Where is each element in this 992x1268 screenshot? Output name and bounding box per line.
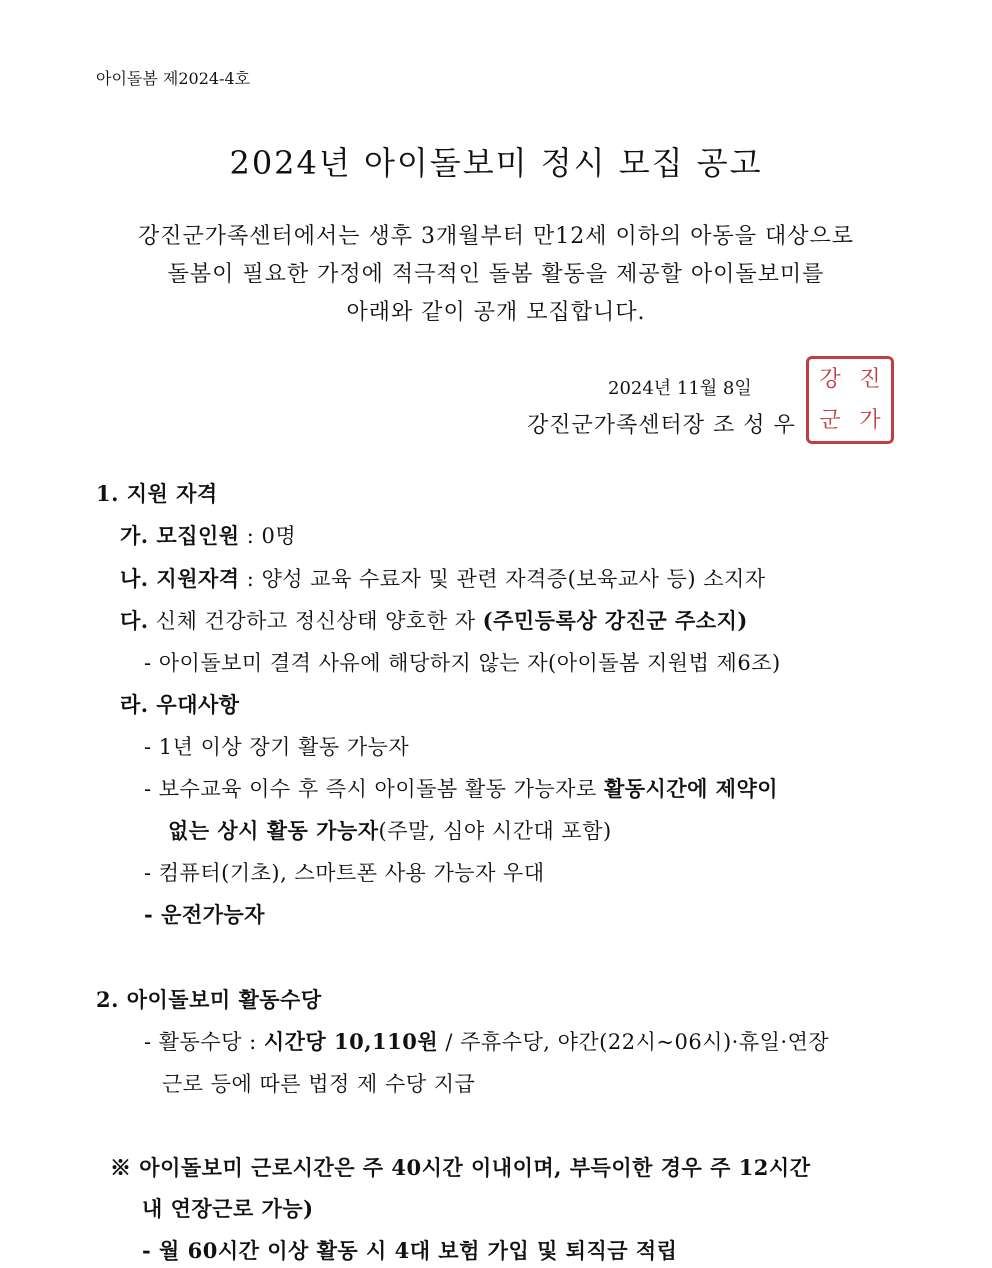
qualification-item	[120, 563, 766, 593]
intro-line-3: 아래와 같이 공개 모집합니다.	[346, 300, 646, 325]
signer-name: 강진군가족센터장 조 성 우	[527, 413, 796, 438]
page-title: 2024년 아이돌보미 정시 모집 공고	[229, 144, 763, 182]
recruit-count-label: 가. 모집인원	[120, 523, 240, 548]
seal-char: 진	[859, 366, 881, 392]
seal-char: 가	[859, 407, 881, 433]
allowance-line-1	[144, 1026, 829, 1056]
intro-line-1: 강진군가족센터에서는 생후 3개월부터 만12세 이하의 아동을 대상으로	[137, 224, 854, 249]
section-2-heading: 2. 아이돌보미 활동수당	[96, 987, 322, 1012]
official-seal-stamp	[806, 356, 894, 444]
preference-item-2-cont-bold: 없는 상시 활동 가능자	[168, 818, 379, 843]
preference-item-2-continued	[168, 815, 612, 845]
residence-requirement: (주민등록상 강진군 주소지)	[482, 608, 748, 633]
health-requirement-item	[120, 605, 748, 635]
health-requirement-prefix: 다.	[120, 608, 149, 633]
insurance-note: - 월 60시간 이상 활동 시 4대 보험 가입 및 퇴직금 적립	[142, 1238, 678, 1263]
preference-item-1: - 1년 이상 장기 활동 가능자	[144, 735, 410, 759]
intro-paragraph	[0, 218, 992, 332]
recruit-count-item	[120, 520, 296, 550]
disqualification-note: - 아이돌보미 결격 사유에 해당하지 않는 자(아이돌봄 지원법 제6조)	[144, 651, 781, 675]
preference-item-2-cont-text: (주말, 심야 시간대 포함)	[378, 819, 612, 843]
seal-char: 강	[819, 366, 841, 392]
intro-line-2: 돌봄이 필요한 가정에 적극적인 돌봄 활동을 제공할 아이돌보미를	[167, 262, 825, 287]
allowance-extra: / 주휴수당, 야간(22시~06시)·휴일·연장	[438, 1030, 830, 1054]
recruit-count-value: : 0명	[239, 524, 297, 548]
qualification-value: : 양성 교육 수료자 및 관련 자격증(보육교사 등) 소지자	[239, 567, 766, 591]
work-hours-note-line-1: ※ 아이돌보미 근로시간은 주 40시간 이내이며, 부득이한 경우 주 12시간	[110, 1155, 811, 1180]
allowance-line-2: 근로 등에 따른 법정 제 수당 지급	[162, 1072, 476, 1096]
preference-item-2-bold: 활동시간에 제약이	[603, 776, 779, 801]
preference-label: 라. 우대사항	[120, 692, 240, 717]
hourly-wage: 시간당 10,110원	[263, 1029, 439, 1054]
seal-char: 군	[819, 407, 841, 433]
preference-item-4: - 운전가능자	[144, 902, 265, 927]
health-requirement-text: 신체 건강하고 정신상태 양호한 자	[148, 609, 483, 633]
section-1-heading: 1. 지원 자격	[96, 481, 218, 506]
allowance-label: - 활동수당 :	[144, 1030, 264, 1054]
preference-item-2	[144, 773, 778, 803]
preference-item-3: - 컴퓨터(기초), 스마트폰 사용 가능자 우대	[144, 861, 545, 885]
work-hours-note-line-2: 내 연장근로 가능)	[142, 1196, 314, 1221]
notice-date: 2024년 11월 8일	[608, 378, 752, 399]
document-number: 아이돌봄 제2024-4호	[96, 69, 251, 88]
preference-item-2-text: - 보수교육 이수 후 즉시 아이돌봄 활동 가능자로	[144, 777, 604, 801]
qualification-label: 나. 지원자격	[120, 566, 240, 591]
